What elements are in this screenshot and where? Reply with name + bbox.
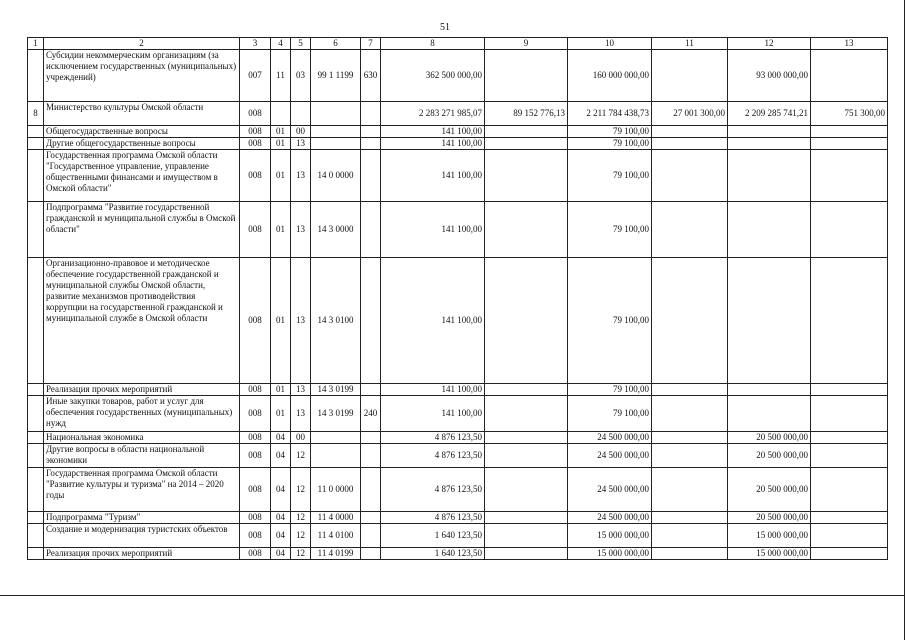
amount-col-8: 362 500 000,00 — [381, 50, 485, 102]
row-number — [28, 150, 44, 202]
header-cell: 9 — [485, 38, 568, 50]
row-number — [28, 138, 44, 150]
target-code: 11 0 0000 — [311, 468, 361, 512]
amount-col-12 — [728, 258, 811, 384]
ved-code: 008 — [240, 258, 271, 384]
amount-col-13 — [811, 444, 888, 468]
expense-type-code — [361, 150, 381, 202]
row-name: Субсидии некоммерческим организациям (за исключением государственных (муниципальных) учреждений) — [44, 50, 240, 102]
amount-col-13 — [811, 258, 888, 384]
target-code: 14 3 0000 — [311, 202, 361, 258]
row-number — [28, 126, 44, 138]
expense-type-code: 630 — [361, 50, 381, 102]
amount-col-11 — [652, 444, 728, 468]
amount-col-11 — [652, 548, 728, 560]
amount-col-10: 79 100,00 — [568, 396, 652, 432]
amount-col-10: 24 500 000,00 — [568, 444, 652, 468]
row-number — [28, 384, 44, 396]
table-row — [28, 138, 888, 150]
amount-col-12: 20 500 000,00 — [728, 432, 811, 444]
budget-table — [27, 37, 888, 560]
amount-col-8: 4 876 123,50 — [381, 468, 485, 512]
page-number: 51 — [440, 22, 450, 33]
header-cell: 8 — [381, 38, 485, 50]
amount-col-10: 79 100,00 — [568, 126, 652, 138]
amount-col-8: 4 876 123,50 — [381, 432, 485, 444]
amount-col-9 — [485, 444, 568, 468]
subsection-code: 00 — [291, 432, 311, 444]
page-frame-bottom — [0, 595, 905, 596]
expense-type-code — [361, 444, 381, 468]
amount-col-8: 2 283 271 985,07 — [381, 102, 485, 126]
amount-col-8: 4 876 123,50 — [381, 444, 485, 468]
subsection-code: 12 — [291, 512, 311, 524]
row-number — [28, 432, 44, 444]
expense-type-code — [361, 202, 381, 258]
amount-col-10: 79 100,00 — [568, 150, 652, 202]
header-cell: 7 — [361, 38, 381, 50]
amount-col-10: 24 500 000,00 — [568, 432, 652, 444]
row-name: Реализация прочих мероприятий — [44, 548, 240, 560]
subsection-code: 13 — [291, 396, 311, 432]
amount-col-13 — [811, 138, 888, 150]
amount-col-11 — [652, 258, 728, 384]
subsection-code: 13 — [291, 150, 311, 202]
target-code: 11 4 0000 — [311, 512, 361, 524]
amount-col-8: 1 640 123,50 — [381, 548, 485, 560]
amount-col-13 — [811, 396, 888, 432]
target-code: 14 3 0100 — [311, 258, 361, 384]
table-row — [28, 50, 888, 102]
amount-col-8: 141 100,00 — [381, 138, 485, 150]
amount-col-11 — [652, 468, 728, 512]
amount-col-11 — [652, 512, 728, 524]
row-name: Иные закупки товаров, работ и услуг для обеспечения государственных (муниципальных) нужд — [44, 396, 240, 432]
expense-type-code — [361, 468, 381, 512]
amount-col-12 — [728, 202, 811, 258]
subsection-code: 12 — [291, 468, 311, 512]
header-cell: 4 — [271, 38, 291, 50]
header-cell: 11 — [652, 38, 728, 50]
ved-code: 008 — [240, 384, 271, 396]
amount-col-9 — [485, 258, 568, 384]
amount-col-11 — [652, 524, 728, 548]
table-row — [28, 432, 888, 444]
amount-col-12: 2 209 285 741,21 — [728, 102, 811, 126]
amount-col-11 — [652, 396, 728, 432]
row-name: Общегосударственные вопросы — [44, 126, 240, 138]
row-number — [28, 468, 44, 512]
table-row — [28, 384, 888, 396]
expense-type-code — [361, 102, 381, 126]
section-code: 04 — [271, 444, 291, 468]
header-cell: 3 — [240, 38, 271, 50]
amount-col-11 — [652, 202, 728, 258]
amount-col-10: 24 500 000,00 — [568, 512, 652, 524]
ved-code: 008 — [240, 512, 271, 524]
amount-col-11 — [652, 384, 728, 396]
amount-col-9 — [485, 126, 568, 138]
expense-type-code: 240 — [361, 396, 381, 432]
amount-col-10: 160 000 000,00 — [568, 50, 652, 102]
section-code: 04 — [271, 524, 291, 548]
section-code: 01 — [271, 202, 291, 258]
amount-col-12: 20 500 000,00 — [728, 444, 811, 468]
amount-col-13: 751 300,00 — [811, 102, 888, 126]
header-cell: 2 — [44, 38, 240, 50]
amount-col-9 — [485, 150, 568, 202]
section-code — [271, 102, 291, 126]
amount-col-9: 89 152 776,13 — [485, 102, 568, 126]
ved-code: 008 — [240, 202, 271, 258]
amount-col-13 — [811, 548, 888, 560]
target-code — [311, 444, 361, 468]
amount-col-8: 141 100,00 — [381, 384, 485, 396]
amount-col-10: 15 000 000,00 — [568, 524, 652, 548]
table-row — [28, 102, 888, 126]
expense-type-code — [361, 126, 381, 138]
section-code: 01 — [271, 258, 291, 384]
target-code: 14 0 0000 — [311, 150, 361, 202]
target-code: 99 1 1199 — [311, 50, 361, 102]
subsection-code: 00 — [291, 126, 311, 138]
table-row — [28, 524, 888, 548]
header-cell: 13 — [811, 38, 888, 50]
amount-col-11 — [652, 150, 728, 202]
subsection-code: 13 — [291, 384, 311, 396]
target-code — [311, 432, 361, 444]
target-code — [311, 102, 361, 126]
row-number — [28, 50, 44, 102]
amount-col-13 — [811, 126, 888, 138]
row-name: Подпрограмма "Туризм" — [44, 512, 240, 524]
amount-col-8: 141 100,00 — [381, 150, 485, 202]
amount-col-13 — [811, 150, 888, 202]
amount-col-9 — [485, 384, 568, 396]
amount-col-9 — [485, 50, 568, 102]
row-number: 8 — [28, 102, 44, 126]
row-name: Государственная программа Омской области "Государственное управление, управление общественными финансами и имуществом в Омской области" — [44, 150, 240, 202]
ved-code: 008 — [240, 102, 271, 126]
amount-col-8: 141 100,00 — [381, 258, 485, 384]
header-cell: 12 — [728, 38, 811, 50]
amount-col-9 — [485, 396, 568, 432]
ved-code: 008 — [240, 138, 271, 150]
amount-col-10: 79 100,00 — [568, 138, 652, 150]
ved-code: 008 — [240, 548, 271, 560]
amount-col-10: 2 211 784 438,73 — [568, 102, 652, 126]
section-code: 04 — [271, 548, 291, 560]
row-number — [28, 524, 44, 548]
subsection-code: 13 — [291, 138, 311, 150]
section-code: 01 — [271, 384, 291, 396]
amount-col-10: 79 100,00 — [568, 384, 652, 396]
ved-code: 008 — [240, 468, 271, 512]
amount-col-11 — [652, 50, 728, 102]
section-code: 01 — [271, 138, 291, 150]
amount-col-12 — [728, 396, 811, 432]
amount-col-10: 24 500 000,00 — [568, 468, 652, 512]
table-row — [28, 126, 888, 138]
ved-code: 007 — [240, 50, 271, 102]
row-name: Национальная экономика — [44, 432, 240, 444]
row-number — [28, 548, 44, 560]
amount-col-12: 20 500 000,00 — [728, 512, 811, 524]
section-code: 11 — [271, 50, 291, 102]
amount-col-8: 141 100,00 — [381, 202, 485, 258]
amount-col-12 — [728, 150, 811, 202]
amount-col-13 — [811, 512, 888, 524]
target-code — [311, 126, 361, 138]
header-cell: 5 — [291, 38, 311, 50]
row-name: Министерство культуры Омской области — [44, 102, 240, 126]
section-code: 04 — [271, 432, 291, 444]
header-cell: 1 — [28, 38, 44, 50]
amount-col-9 — [485, 432, 568, 444]
amount-col-8: 1 640 123,50 — [381, 524, 485, 548]
row-number — [28, 396, 44, 432]
amount-col-9 — [485, 524, 568, 548]
table-row — [28, 548, 888, 560]
subsection-code: 13 — [291, 258, 311, 384]
target-code: 11 4 0199 — [311, 548, 361, 560]
amount-col-12 — [728, 138, 811, 150]
amount-col-12 — [728, 384, 811, 396]
amount-col-11 — [652, 126, 728, 138]
amount-col-13 — [811, 524, 888, 548]
amount-col-9 — [485, 468, 568, 512]
row-name: Другие общегосударственные вопросы — [44, 138, 240, 150]
ved-code: 008 — [240, 444, 271, 468]
amount-col-8: 4 876 123,50 — [381, 512, 485, 524]
amount-col-12 — [728, 126, 811, 138]
row-name: Государственная программа Омской области "Развитие культуры и туризма" на 2014 – 2020 годы — [44, 468, 240, 512]
ved-code: 008 — [240, 524, 271, 548]
amount-col-8: 141 100,00 — [381, 396, 485, 432]
subsection-code: 12 — [291, 524, 311, 548]
expense-type-code — [361, 258, 381, 384]
amount-col-13 — [811, 50, 888, 102]
table-row — [28, 202, 888, 258]
subsection-code — [291, 102, 311, 126]
amount-col-13 — [811, 468, 888, 512]
table-row — [28, 512, 888, 524]
table-row — [28, 468, 888, 512]
amount-col-8: 141 100,00 — [381, 126, 485, 138]
expense-type-code — [361, 432, 381, 444]
expense-type-code — [361, 384, 381, 396]
amount-col-9 — [485, 138, 568, 150]
section-code: 01 — [271, 150, 291, 202]
row-number — [28, 202, 44, 258]
row-name: Подпрограмма "Развитие государственной гражданской и муниципальной службы в Омской области" — [44, 202, 240, 258]
subsection-code: 12 — [291, 548, 311, 560]
amount-col-12: 93 000 000,00 — [728, 50, 811, 102]
amount-col-11 — [652, 138, 728, 150]
amount-col-11 — [652, 432, 728, 444]
amount-col-9 — [485, 548, 568, 560]
amount-col-13 — [811, 202, 888, 258]
row-number — [28, 444, 44, 468]
subsection-code: 12 — [291, 444, 311, 468]
row-name: Другие вопросы в области национальной экономики — [44, 444, 240, 468]
amount-col-9 — [485, 512, 568, 524]
amount-col-9 — [485, 202, 568, 258]
ved-code: 008 — [240, 126, 271, 138]
amount-col-13 — [811, 384, 888, 396]
header-row — [28, 38, 888, 50]
amount-col-13 — [811, 432, 888, 444]
target-code — [311, 138, 361, 150]
target-code: 14 3 0199 — [311, 384, 361, 396]
section-code: 01 — [271, 396, 291, 432]
table-row — [28, 258, 888, 384]
section-code: 04 — [271, 468, 291, 512]
row-name: Реализация прочих мероприятий — [44, 384, 240, 396]
expense-type-code — [361, 548, 381, 560]
section-code: 04 — [271, 512, 291, 524]
expense-type-code — [361, 524, 381, 548]
expense-type-code — [361, 138, 381, 150]
ved-code: 008 — [240, 150, 271, 202]
row-name: Организационно-правовое и методическое обеспечение государственной гражданской и муниципальной службы Омской области, развитие механизмов противодействия коррупции на государственной гражданской и муниципальной службе в Омской области — [44, 258, 240, 384]
header-cell: 6 — [311, 38, 361, 50]
amount-col-12: 15 000 000,00 — [728, 548, 811, 560]
row-number — [28, 512, 44, 524]
row-name: Создание и модернизация туристских объектов — [44, 524, 240, 548]
target-code: 14 3 0199 — [311, 396, 361, 432]
ved-code: 008 — [240, 432, 271, 444]
table-row — [28, 444, 888, 468]
section-code: 01 — [271, 126, 291, 138]
amount-col-10: 79 100,00 — [568, 202, 652, 258]
subsection-code: 03 — [291, 50, 311, 102]
subsection-code: 13 — [291, 202, 311, 258]
amount-col-10: 15 000 000,00 — [568, 548, 652, 560]
expense-type-code — [361, 512, 381, 524]
amount-col-10: 79 100,00 — [568, 258, 652, 384]
table-row — [28, 150, 888, 202]
header-cell: 10 — [568, 38, 652, 50]
amount-col-11: 27 001 300,00 — [652, 102, 728, 126]
amount-col-12: 15 000 000,00 — [728, 524, 811, 548]
table-row — [28, 396, 888, 432]
target-code: 11 4 0100 — [311, 524, 361, 548]
amount-col-12: 20 500 000,00 — [728, 468, 811, 512]
row-number — [28, 258, 44, 384]
ved-code: 008 — [240, 396, 271, 432]
